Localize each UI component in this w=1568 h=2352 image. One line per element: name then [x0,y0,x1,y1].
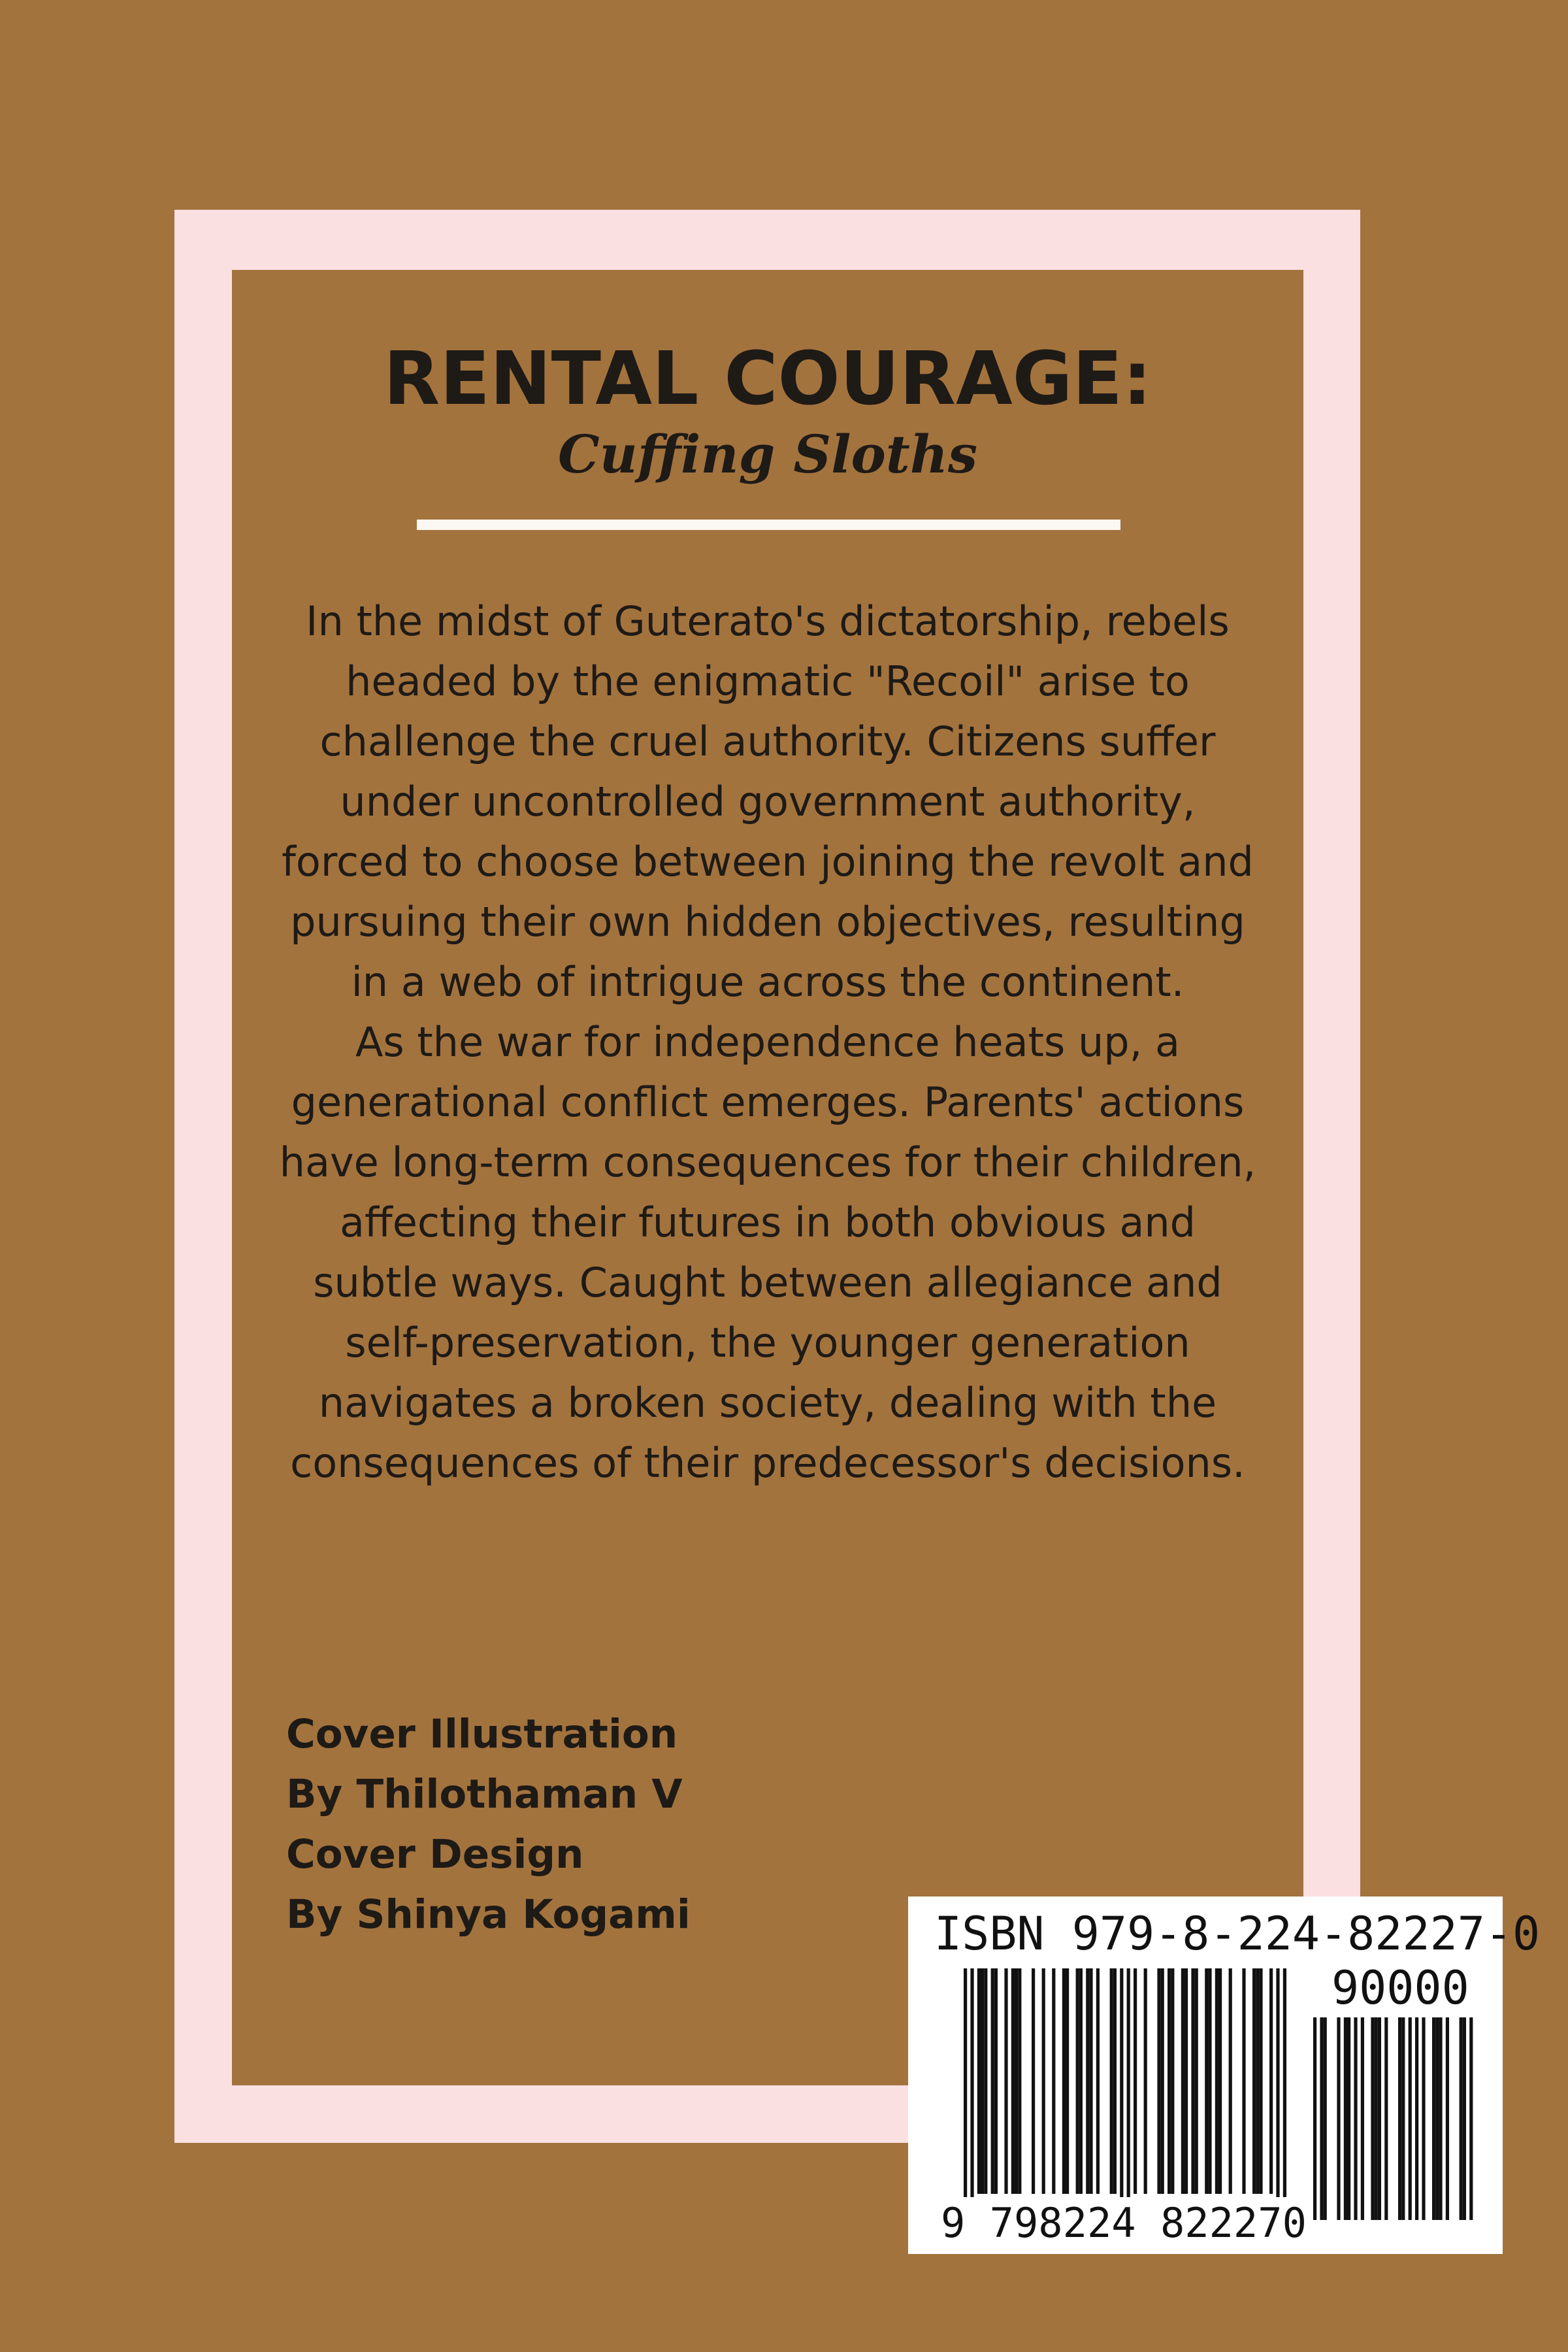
addon-bar-53 [1354,2017,1357,2220]
addon-bar-47 [1313,2017,1316,2220]
barcode-bar-15 [1066,1968,1069,2194]
barcode-bar-31 [1181,1968,1184,2194]
barcode-bar-39 [1229,1968,1232,2194]
barcode-bar-17 [1079,1968,1083,2194]
addon-bar-62 [1415,2017,1418,2220]
barcode-bar-14 [1062,1968,1066,2194]
barcode-bar-37 [1215,1968,1218,2194]
barcode-bar-7 [1004,1968,1007,2194]
credit-illustrator-name: By Thilothaman V [286,1771,683,1817]
addon-bar-52 [1347,2017,1350,2220]
addon-bar-50 [1337,2017,1340,2220]
addon-bar-67 [1446,2017,1449,2220]
barcode-bar-22 [1113,1968,1117,2194]
addon-bar-56 [1375,2017,1378,2220]
barcode-bar-46 [1283,1968,1286,2220]
addon-bar-48 [1320,2017,1323,2220]
barcode-bar-34 [1195,1968,1198,2194]
ean-digits: 9 798224 822270 [941,2197,1307,2249]
barcode-bar-6 [994,1968,998,2194]
synopsis [274,591,1261,1493]
barcode-bar-38 [1218,1968,1222,2194]
addon-bar-70 [1469,2017,1473,2220]
credits [286,1704,691,1945]
barcode-bar-43 [1259,1968,1262,2194]
barcode-bar-2 [977,1968,981,2194]
addon-bar-54 [1361,2017,1364,2220]
barcode-bar-24 [1127,1968,1130,2220]
barcode-bar-28 [1161,1968,1164,2194]
barcode-bar-41 [1252,1968,1256,2194]
credit-design-label: Cover Design [286,1831,584,1878]
barcode-bar-20 [1096,1968,1100,2194]
barcode-bar-36 [1208,1968,1211,2194]
price-code: 90000 [1331,1961,1469,2015]
credit-designer-name: By Shinya Kogami [286,1891,691,1938]
barcode-bar-44 [1269,1968,1273,2194]
addon-bar-57 [1378,2017,1381,2220]
book-subtitle: Cuffing Sloths [557,423,978,485]
barcode-bar-3 [981,1968,984,2194]
barcode-bar-23 [1120,1968,1123,2220]
barcode-bar-35 [1205,1968,1208,2194]
addon-bar-61 [1409,2017,1412,2220]
barcode-bar-10 [1018,1968,1021,2194]
barcode-bar-33 [1191,1968,1194,2194]
barcode-bar-19 [1089,1968,1092,2194]
addon-bar-60 [1401,2017,1405,2220]
barcode-bar-12 [1042,1968,1045,2194]
isbn-barcode [908,1897,1541,2254]
barcode-bar-9 [1015,1968,1018,2194]
addon-bar-66 [1439,2017,1442,2220]
isbn-label: ISBN 979-8-224-82227-0 [934,1907,1541,1961]
barcode-bar-26 [1144,1968,1147,2194]
addon-bar-65 [1435,2017,1439,2220]
barcode-bar-32 [1184,1968,1188,2194]
barcode-bar-40 [1242,1968,1245,2194]
barcode-bar-21 [1110,1968,1113,2194]
barcode-bar-5 [991,1968,994,2194]
addon-bar-63 [1422,2017,1425,2220]
barcode-bar-45 [1276,1968,1279,2220]
addon-bar-69 [1463,2017,1466,2220]
barcode-bar-0 [964,1968,967,2220]
barcode-bar-11 [1032,1968,1035,2194]
barcode-bar-4 [984,1968,987,2194]
synopsis-paragraph-2: As the war for independence heats up, a generational conflict emerges. Parents' actions have long-term consequences for their children, affecting their futures in both obvious and subtle ways. Caught between allegiance and self-preservation, the younger generation navigates a broken society, dealing with the consequences of their predecessor's decisions. [279,1018,1256,1487]
barcode-bar-16 [1076,1968,1079,2194]
addon-bar-55 [1371,2017,1374,2220]
barcode-bar-8 [1011,1968,1015,2194]
addon-bar-64 [1432,2017,1435,2220]
addon-bar-68 [1460,2017,1463,2220]
addon-bar-59 [1398,2017,1401,2220]
addon-bar-49 [1324,2017,1327,2220]
synopsis-paragraph-1: In the midst of Guterato's dictatorship, rebels headed by the enigmatic "Recoil" arise to challenge the cruel authority. Citizens suffer under uncontrolled government authority, forced to choose between joining the revolt and pursuing their own hidden objectives, resulting in a web of intrigue across the continent. [282,597,1254,1006]
barcode-bar-29 [1168,1968,1171,2194]
book-title: RENTAL COURAGE: [384,337,1152,422]
addon-bar-51 [1344,2017,1347,2220]
barcode-bar-1 [970,1968,973,2220]
barcode-bar-13 [1052,1968,1055,2194]
barcode-bar-27 [1157,1968,1160,2194]
barcode-bar-42 [1256,1968,1259,2194]
barcode-bar-25 [1134,1968,1137,2194]
barcode-bar-18 [1086,1968,1089,2194]
barcode-bar-30 [1171,1968,1174,2194]
credit-illustration-label: Cover Illustration [286,1711,678,1757]
addon-bar-58 [1384,2017,1388,2220]
title-divider [417,520,1120,530]
